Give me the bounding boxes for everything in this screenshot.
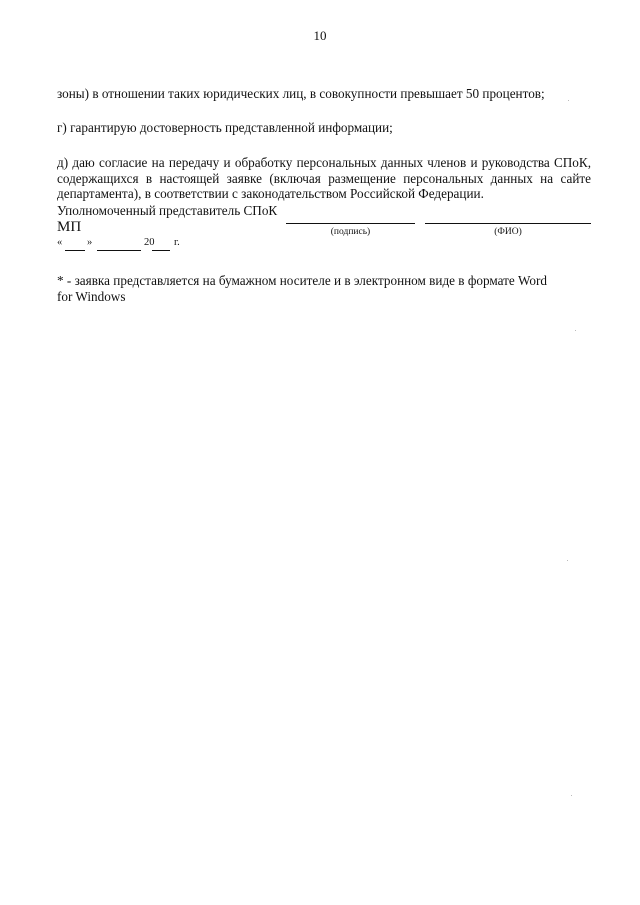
- date-row: [57, 237, 257, 253]
- date-close-quote: »: [87, 237, 93, 248]
- day-blank: [65, 250, 85, 251]
- paragraph-consent: д) даю согласие на передачу и обработку персональных данных членов и руководства СПоК, содержащихся в настоящей заявке (включая размещение персональных данных на сайте департамента), в соответствии с законодательством Российской Федерации.: [57, 155, 591, 201]
- stamp-place-label: МП: [57, 219, 82, 235]
- full-name-line: [425, 223, 591, 224]
- representative-label: Уполномоченный представитель СПоК: [57, 203, 278, 218]
- scan-speck: [567, 560, 568, 561]
- month-blank: [97, 250, 141, 251]
- scan-speck: [568, 100, 569, 101]
- year-blank: [152, 250, 170, 251]
- scan-speck: [571, 795, 572, 796]
- scan-speck: [575, 330, 576, 331]
- paragraph-threshold: зоны) в отношении таких юридических лиц, в совокупности превышает 50 процентов;: [57, 86, 545, 101]
- date-open-quote: «: [57, 237, 63, 248]
- year-prefix: 20: [144, 237, 155, 248]
- page-number: 10: [313, 28, 327, 43]
- paragraph-guarantee: г) гарантирую достоверность представленной информации;: [57, 120, 393, 135]
- signature-caption: (подпись): [330, 227, 371, 237]
- year-suffix: г.: [174, 237, 180, 248]
- footnote: * - заявка представляется на бумажном носителе и в электронном виде в формате Word for Windows: [57, 273, 548, 304]
- signature-line: [286, 223, 415, 224]
- full-name-caption: (ФИО): [494, 227, 522, 237]
